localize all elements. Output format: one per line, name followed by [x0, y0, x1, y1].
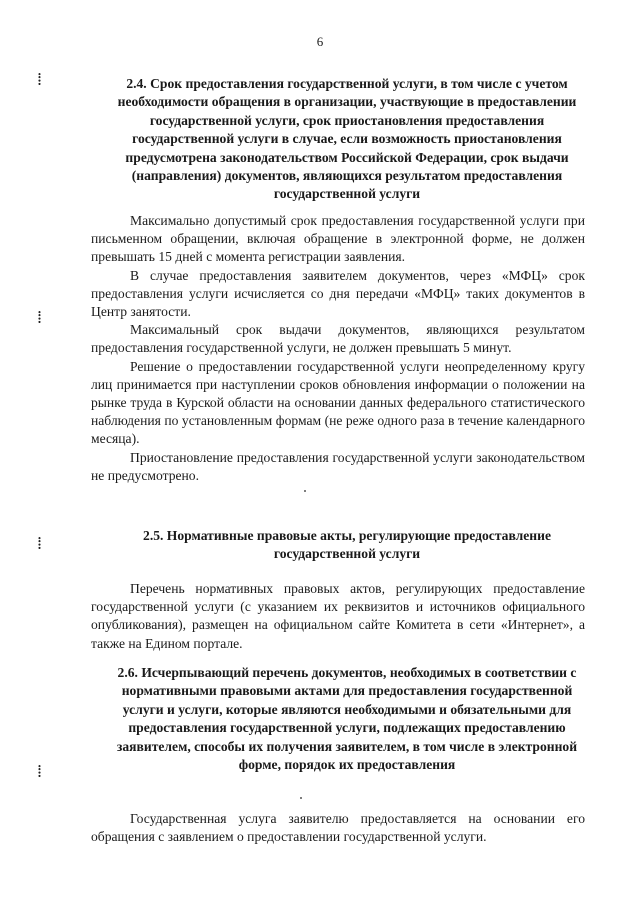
- scan-speck: [304, 490, 306, 492]
- margin-mark: ⁞: [37, 69, 43, 89]
- paragraph: Государственная услуга заявителю предоставляется на основании его обращения с заявлением о предоставлении государственной услуги.: [91, 811, 585, 845]
- page-number: 6: [316, 34, 324, 49]
- section-heading-2-4: 2.4. Срок предоставления государственной услуги, в том числе с учетом необходимости обращения в организации, участвующие в предоставлении государственной услуги, срок приостановления предоставления государственной услуги в случае, если возможность приостановления предусмотрена законодательством Российской Федерации, срок выдачи (направления) документов, являющихся результатом предоставления государственной услуги: [117, 76, 577, 202]
- margin-mark: ⁞: [37, 533, 43, 553]
- section-body-2-6: [91, 810, 585, 846]
- section-body-2-4: [91, 212, 585, 485]
- margin-mark: ⁞: [37, 761, 43, 781]
- section-heading-2-5: 2.5. Нормативные правовые акты, регулирующие предоставление государственной услуги: [143, 528, 551, 562]
- section-heading-2-6: 2.6. Исчерпывающий перечень документов, необходимых в соответствии с нормативными правовыми актами для предоставления государственной услуги и услуги, которые являются необходимыми и обязательными для предоставления государственной услуги, подлежащих предоставлению заявителем, способы их получения заявителем, в том числе в электронной форме, порядок их предоставления: [116, 665, 578, 773]
- margin-mark: ⁞: [37, 307, 43, 327]
- paragraph: Решение о предоставлении государственной услуги неопределенному кругу лиц принимается при наступлении сроков обновления информации о положении на рынке труда в Курской области на основании данных федерального статистического наблюдения по установленным формам (не реже одного раза в течение календарного месяца).: [91, 358, 585, 447]
- paragraph: Максимальный срок выдачи документов, являющихся результатом предоставления государственной услуги, не должен превышать 5 минут.: [91, 322, 585, 356]
- paragraph: Перечень нормативных правовых актов, регулирующих предоставление государственной услуги (с указанием их реквизитов и источников официального опубликования), размещен на официальном сайте Комитета в сети «Интернет», а также на Едином портале.: [91, 581, 585, 651]
- paragraph: Максимально допустимый срок предоставления государственной услуги при письменном обращении, включая обращение в электронной форме, не должен превышать 15 дней с момента регистрации заявления.: [91, 213, 585, 265]
- paragraph: В случае предоставления заявителем документов, через «МФЦ» срок предоставления услуги исчисляется со дня передачи «МФЦ» таких документов в Центр занятости.: [91, 267, 585, 320]
- paragraph: Приостановление предоставления государственной услуги законодательством не предусмотрено.: [91, 449, 585, 483]
- scan-speck: [300, 797, 302, 799]
- section-body-2-5: [91, 580, 585, 653]
